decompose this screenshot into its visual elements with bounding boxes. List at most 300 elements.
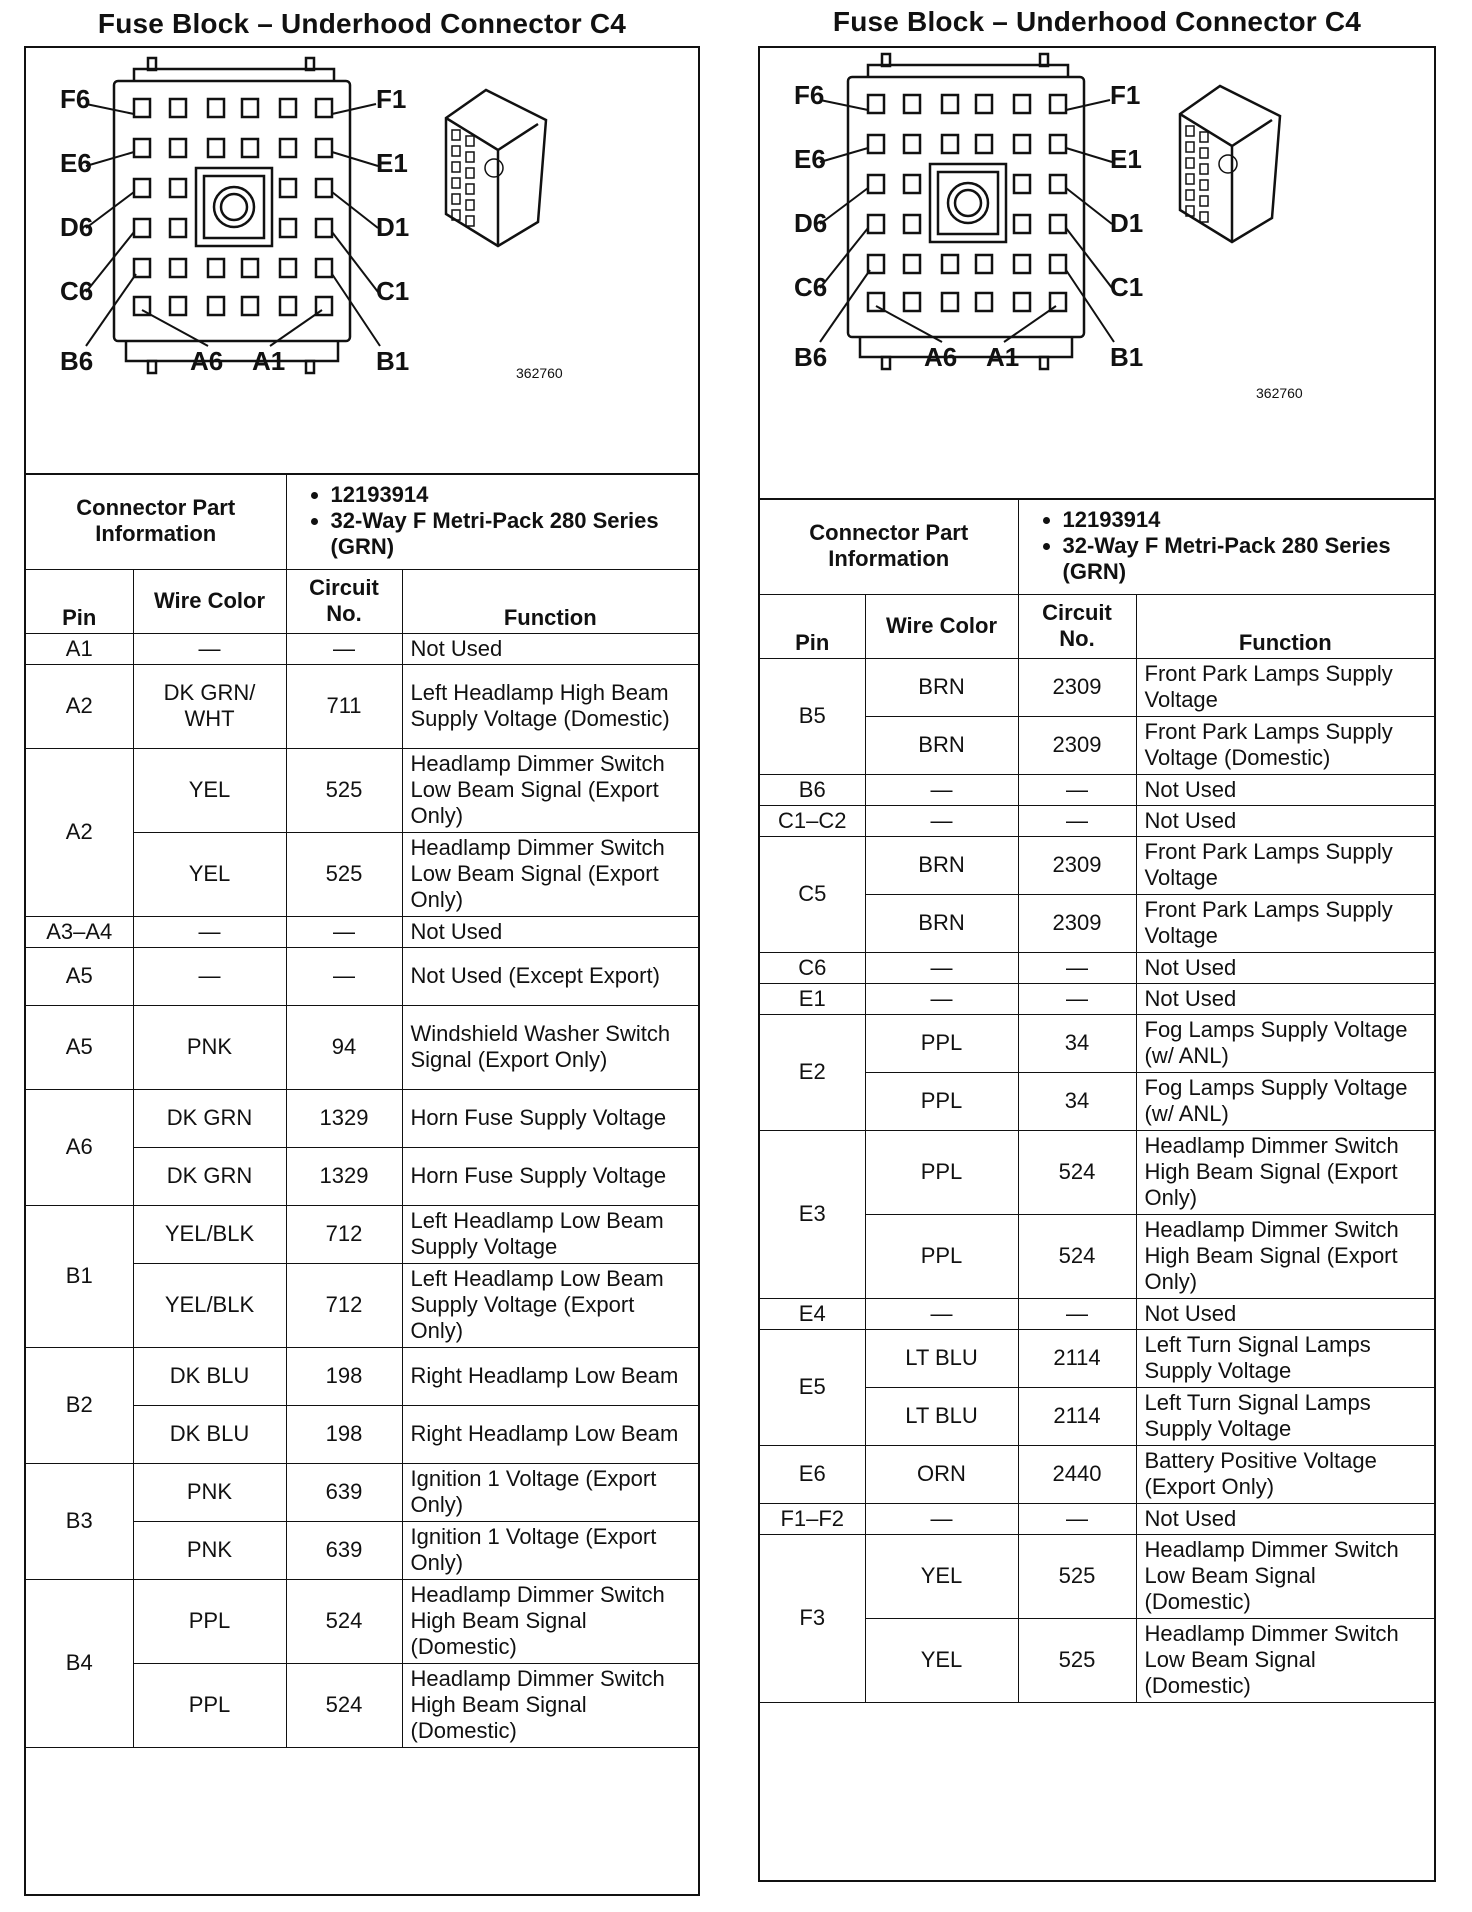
pin-cell: F3 — [760, 1534, 865, 1702]
part-ref-number: 362760 — [516, 365, 563, 381]
function-cell: Front Park Lamps Supply Voltage — [1136, 836, 1434, 894]
pin-cavity — [1050, 95, 1066, 113]
function-cell: Not Used — [1136, 1503, 1434, 1534]
function-cell: Horn Fuse Supply Voltage — [402, 1147, 698, 1205]
pin-label-e6: E6 — [794, 144, 826, 174]
function-cell: Left Headlamp Low Beam Supply Voltage — [402, 1205, 698, 1263]
pin-cavity — [280, 139, 296, 157]
pin-cavity — [868, 135, 884, 153]
pin-label-a6: A6 — [924, 342, 958, 372]
pin-cavity — [208, 139, 224, 157]
pin-label-f6: F6 — [60, 84, 91, 114]
pin-cell: B3 — [26, 1463, 133, 1579]
circuit-cell: 2309 — [1018, 658, 1136, 716]
wire-color-cell: YEL — [865, 1534, 1018, 1618]
pin-cavity — [1014, 215, 1030, 233]
function-cell: Not Used — [1136, 805, 1434, 836]
connector-3d-cavity — [466, 168, 474, 178]
pin-cavity — [316, 139, 332, 157]
left-info-item: • 12193914 — [331, 482, 693, 508]
table-row — [760, 1130, 1434, 1214]
right-panel — [758, 0, 1436, 1900]
circuit-cell: 524 — [286, 1579, 402, 1663]
wire-color-cell: ORN — [865, 1445, 1018, 1503]
housing-tab — [148, 361, 156, 373]
connector-3d-cavity — [466, 216, 474, 226]
pin-cavity — [208, 99, 224, 117]
connector-3d-cavity — [452, 146, 460, 156]
leader-line-f1 — [1066, 100, 1110, 110]
pin-cavity — [1014, 135, 1030, 153]
pin-cavity — [1050, 135, 1066, 153]
table-row — [26, 748, 698, 832]
pin-cell: E2 — [760, 1014, 865, 1130]
function-cell: Headlamp Dimmer Switch Low Beam Signal (Export Only) — [402, 832, 698, 916]
function-cell: Left Headlamp High Beam Supply Voltage (Domestic) — [402, 664, 698, 748]
pin-cavity — [1050, 175, 1066, 193]
table-row — [760, 952, 1434, 983]
right-pin-table — [760, 594, 1434, 1703]
left-pin-table — [26, 569, 698, 1748]
table-row — [760, 805, 1434, 836]
table-row — [760, 983, 1434, 1014]
col-circuit: Circuit No. — [286, 569, 402, 633]
circuit-cell: 1329 — [286, 1089, 402, 1147]
pin-cell: E1 — [760, 983, 865, 1014]
right-connector-svg — [760, 48, 1434, 498]
connector-3d-cavity — [1186, 126, 1194, 136]
right-info-label: Connector Part Information — [760, 498, 1018, 594]
table-row — [26, 1089, 698, 1147]
pin-label-a1: A1 — [986, 342, 1020, 372]
circuit-cell: 2114 — [1018, 1329, 1136, 1387]
wire-color-cell: PNK — [133, 1463, 286, 1521]
pin-cavity — [942, 255, 958, 273]
pin-cavity — [134, 139, 150, 157]
circuit-cell: 94 — [286, 1005, 402, 1089]
housing-tab — [1040, 357, 1048, 369]
pin-label-f6: F6 — [794, 80, 825, 110]
function-cell: Left Headlamp Low Beam Supply Voltage (Export Only) — [402, 1263, 698, 1347]
table-row — [760, 1503, 1434, 1534]
pin-cavity — [242, 99, 258, 117]
wire-color-cell: — — [865, 805, 1018, 836]
wire-color-cell: — — [133, 633, 286, 664]
function-cell: Horn Fuse Supply Voltage — [402, 1089, 698, 1147]
pin-cell: B1 — [26, 1205, 133, 1347]
housing-top-rail — [868, 65, 1068, 77]
left-info-items — [286, 473, 698, 569]
pin-label-b6: B6 — [60, 346, 94, 376]
housing-tab — [882, 357, 890, 369]
pin-cavity — [170, 139, 186, 157]
part-ref-number: 362760 — [1256, 385, 1303, 401]
pin-cavity — [134, 219, 150, 237]
pin-label-c1: C1 — [376, 276, 410, 306]
pin-cavity — [904, 135, 920, 153]
pin-cell: E3 — [760, 1130, 865, 1298]
function-cell: Not Used (Except Export) — [402, 947, 698, 1005]
connector-3d-cavity — [466, 152, 474, 162]
pin-cell: A2 — [26, 664, 133, 748]
circuit-cell: 2309 — [1018, 716, 1136, 774]
pin-label-f1: F1 — [1110, 80, 1141, 110]
pin-cell: A5 — [26, 947, 133, 1005]
circuit-cell: — — [1018, 1503, 1136, 1534]
pin-cavity — [170, 219, 186, 237]
wire-color-cell: YEL — [133, 832, 286, 916]
connector-3d-icon — [446, 90, 546, 246]
pin-label-e1: E1 — [1110, 144, 1142, 174]
pin-cell: B5 — [760, 658, 865, 774]
pin-cell: B4 — [26, 1579, 133, 1747]
table-row — [26, 1463, 698, 1521]
function-cell: Headlamp Dimmer Switch High Beam Signal (Export Only) — [1136, 1130, 1434, 1214]
connector-3d-cavity — [1200, 212, 1208, 222]
function-cell: Headlamp Dimmer Switch Low Beam Signal (Domestic) — [1136, 1534, 1434, 1618]
wire-color-cell: DK GRN — [133, 1147, 286, 1205]
circuit-cell: 524 — [286, 1663, 402, 1747]
wire-color-cell: DK BLU — [133, 1347, 286, 1405]
circuit-cell: 525 — [286, 748, 402, 832]
pin-label-f1: F1 — [376, 84, 407, 114]
leader-line-f6 — [820, 100, 868, 110]
col-function: Function — [402, 569, 698, 633]
left-connector-info — [26, 473, 698, 570]
pin-cavity — [904, 95, 920, 113]
wire-color-cell: — — [865, 983, 1018, 1014]
pin-cavity — [208, 259, 224, 277]
pin-label-c1: C1 — [1110, 272, 1144, 302]
connector-3d-icon — [1180, 86, 1280, 242]
wire-color-cell: BRN — [865, 836, 1018, 894]
connector-3d-cavity — [1186, 158, 1194, 168]
circuit-cell: — — [286, 947, 402, 1005]
connector-3d-cavity — [452, 162, 460, 172]
housing-bottom-rail — [126, 341, 338, 361]
pin-cavity — [242, 297, 258, 315]
circuit-cell: 198 — [286, 1347, 402, 1405]
wire-color-cell: LT BLU — [865, 1387, 1018, 1445]
pin-cell: A3–A4 — [26, 916, 133, 947]
wire-color-cell: YEL — [133, 748, 286, 832]
pin-cell: E6 — [760, 1445, 865, 1503]
function-cell: Windshield Washer Switch Signal (Export Only) — [402, 1005, 698, 1089]
leader-line-e1 — [332, 152, 378, 166]
connector-3d-cavity — [1200, 164, 1208, 174]
circuit-cell: — — [1018, 952, 1136, 983]
pin-cavity — [316, 219, 332, 237]
pin-cavity — [208, 297, 224, 315]
table-row — [26, 1579, 698, 1663]
col-pin: Pin — [26, 569, 133, 633]
pin-cavity — [976, 135, 992, 153]
center-post-inner-icon — [221, 194, 247, 220]
pin-cavity — [868, 95, 884, 113]
pin-label-b6: B6 — [794, 342, 828, 372]
function-cell: Headlamp Dimmer Switch High Beam Signal (Export Only) — [1136, 1214, 1434, 1298]
function-cell: Fog Lamps Supply Voltage (w/ ANL) — [1136, 1014, 1434, 1072]
table-row — [760, 1298, 1434, 1329]
table-row — [26, 947, 698, 1005]
right-box — [758, 46, 1436, 1882]
pin-label-e1: E1 — [376, 148, 408, 178]
table-row — [26, 664, 698, 748]
wire-color-cell: YEL — [865, 1618, 1018, 1702]
pin-cell: B6 — [760, 774, 865, 805]
wire-color-cell: YEL/BLK — [133, 1263, 286, 1347]
circuit-cell: 639 — [286, 1521, 402, 1579]
pin-cavity — [280, 99, 296, 117]
pin-label-e6: E6 — [60, 148, 92, 178]
pin-cavity — [170, 99, 186, 117]
pin-cell: A1 — [26, 633, 133, 664]
pin-cavity — [976, 293, 992, 311]
table-row — [760, 774, 1434, 805]
circuit-cell: 525 — [286, 832, 402, 916]
circuit-cell: 2309 — [1018, 836, 1136, 894]
pin-cavity — [280, 297, 296, 315]
function-cell: Not Used — [402, 633, 698, 664]
function-cell: Not Used — [1136, 774, 1434, 805]
function-cell: Left Turn Signal Lamps Supply Voltage — [1136, 1387, 1434, 1445]
pin-cavity — [868, 215, 884, 233]
function-cell: Headlamp Dimmer Switch Low Beam Signal (Export Only) — [402, 748, 698, 832]
pin-cell: C6 — [760, 952, 865, 983]
center-post-inner-icon — [955, 190, 981, 216]
function-cell: Fog Lamps Supply Voltage (w/ ANL) — [1136, 1072, 1434, 1130]
connector-3d-cavity — [1186, 174, 1194, 184]
pin-cavity — [904, 215, 920, 233]
pin-cavity — [1014, 293, 1030, 311]
function-cell: Headlamp Dimmer Switch High Beam Signal (Domestic) — [402, 1663, 698, 1747]
table-row — [26, 1005, 698, 1089]
right-connector-info — [760, 498, 1434, 595]
right-title: Fuse Block – Underhood Connector C4 — [832, 6, 1362, 37]
housing-bottom-rail — [860, 337, 1072, 357]
pin-label-d1: D1 — [1110, 208, 1144, 238]
pin-cavity — [280, 179, 296, 197]
circuit-cell: 639 — [286, 1463, 402, 1521]
leader-line-e6 — [820, 148, 868, 162]
function-cell: Battery Positive Voltage (Export Only) — [1136, 1445, 1434, 1503]
pin-label-a6: A6 — [190, 346, 224, 376]
pin-cavity — [942, 95, 958, 113]
left-box — [24, 46, 700, 1896]
wire-color-cell: BRN — [865, 716, 1018, 774]
circuit-cell: 2440 — [1018, 1445, 1136, 1503]
wire-color-cell: — — [865, 1298, 1018, 1329]
pin-cell: C5 — [760, 836, 865, 952]
leader-line-d1 — [332, 192, 378, 228]
pin-cavity — [280, 219, 296, 237]
function-cell: Front Park Lamps Supply Voltage — [1136, 894, 1434, 952]
pin-cavity — [1014, 255, 1030, 273]
table-row — [760, 836, 1434, 894]
wire-color-cell: PNK — [133, 1521, 286, 1579]
wire-color-cell: DK GRN — [133, 1089, 286, 1147]
pin-cavity — [280, 259, 296, 277]
col-pin: Pin — [760, 594, 865, 658]
circuit-cell: — — [1018, 983, 1136, 1014]
leader-line-f6 — [86, 104, 134, 114]
wire-color-cell: — — [865, 952, 1018, 983]
pin-cell: A2 — [26, 748, 133, 916]
circuit-cell: 712 — [286, 1205, 402, 1263]
pin-cavity — [904, 255, 920, 273]
pin-cavity — [170, 297, 186, 315]
pin-cell: A5 — [26, 1005, 133, 1089]
leader-line-e1 — [1066, 148, 1112, 162]
wire-color-cell: PPL — [133, 1579, 286, 1663]
left-info-item: • 32-Way F Metri-Pack 280 Series (GRN) — [331, 508, 693, 560]
connector-3d-cavity — [452, 194, 460, 204]
connector-3d-cavity — [466, 200, 474, 210]
connector-3d-cavity — [1186, 142, 1194, 152]
circuit-cell: 198 — [286, 1405, 402, 1463]
pin-cavity — [976, 255, 992, 273]
pin-cavity — [1014, 175, 1030, 193]
wire-color-cell: LT BLU — [865, 1329, 1018, 1387]
left-connector-diagram — [26, 48, 698, 475]
left-connector-svg — [26, 48, 698, 473]
table-row — [26, 633, 698, 664]
pin-cell: E5 — [760, 1329, 865, 1445]
right-info-item: • 32-Way F Metri-Pack 280 Series (GRN) — [1063, 533, 1429, 585]
right-info-item: • 12193914 — [1063, 507, 1429, 533]
wire-color-cell: DK GRN/ WHT — [133, 664, 286, 748]
function-cell: Headlamp Dimmer Switch Low Beam Signal (Domestic) — [1136, 1618, 1434, 1702]
circuit-cell: — — [1018, 1298, 1136, 1329]
connector-3d-cavity — [1200, 180, 1208, 190]
wire-color-cell: PPL — [865, 1014, 1018, 1072]
circuit-cell: 524 — [1018, 1214, 1136, 1298]
wire-color-cell: PPL — [865, 1072, 1018, 1130]
leader-line-b6 — [86, 274, 136, 346]
housing-tab — [306, 361, 314, 373]
function-cell: Ignition 1 Voltage (Export Only) — [402, 1463, 698, 1521]
wire-color-cell: BRN — [865, 894, 1018, 952]
col-wire-color: Wire Color — [865, 594, 1018, 658]
circuit-cell: 711 — [286, 664, 402, 748]
pin-label-c6: C6 — [60, 276, 94, 306]
function-cell: Ignition 1 Voltage (Export Only) — [402, 1521, 698, 1579]
wire-color-cell: — — [133, 947, 286, 1005]
pin-cell: E4 — [760, 1298, 865, 1329]
circuit-cell: 712 — [286, 1263, 402, 1347]
function-cell: Right Headlamp Low Beam — [402, 1405, 698, 1463]
pin-cavity — [170, 259, 186, 277]
connector-3d-cavity — [1200, 196, 1208, 206]
pin-cavity — [976, 95, 992, 113]
center-latch — [930, 164, 1006, 242]
pin-cavity — [170, 179, 186, 197]
pin-cell: A6 — [26, 1089, 133, 1205]
pin-cavity — [904, 175, 920, 193]
function-cell: Not Used — [402, 916, 698, 947]
housing-top-rail — [134, 69, 334, 81]
wire-color-cell: PNK — [133, 1005, 286, 1089]
connector-3d-cavity — [452, 178, 460, 188]
pin-label-b1: B1 — [1110, 342, 1144, 372]
pin-cavity — [942, 293, 958, 311]
col-wire-color: Wire Color — [133, 569, 286, 633]
pin-cavity — [868, 175, 884, 193]
function-cell: Not Used — [1136, 983, 1434, 1014]
circuit-cell: 525 — [1018, 1618, 1136, 1702]
pin-cavity — [1050, 215, 1066, 233]
circuit-cell: — — [286, 916, 402, 947]
function-cell: Front Park Lamps Supply Voltage (Domestic) — [1136, 716, 1434, 774]
left-info-label: Connector Part Information — [26, 473, 286, 569]
wire-color-cell: BRN — [865, 658, 1018, 716]
right-connector-diagram — [760, 48, 1434, 500]
wire-color-cell: — — [865, 1503, 1018, 1534]
circuit-cell: — — [1018, 774, 1136, 805]
pin-label-a1: A1 — [252, 346, 286, 376]
connector-3d-post-icon — [1219, 155, 1237, 173]
connector-3d-cavity — [1200, 132, 1208, 142]
pin-label-d1: D1 — [376, 212, 410, 242]
wire-color-cell: PPL — [133, 1663, 286, 1747]
pin-cavity — [134, 99, 150, 117]
leader-line-f1 — [332, 104, 376, 114]
circuit-cell: 525 — [1018, 1534, 1136, 1618]
pin-cell: F1–F2 — [760, 1503, 865, 1534]
pin-cell: B2 — [26, 1347, 133, 1463]
function-cell: Not Used — [1136, 1298, 1434, 1329]
connector-3d-post-icon — [485, 159, 503, 177]
connector-3d-cavity — [1200, 148, 1208, 158]
wire-color-cell: DK BLU — [133, 1405, 286, 1463]
pin-cavity — [316, 179, 332, 197]
table-row — [760, 1329, 1434, 1387]
table-row — [760, 1014, 1434, 1072]
pin-cavity — [316, 99, 332, 117]
wire-color-cell: YEL/BLK — [133, 1205, 286, 1263]
circuit-cell: — — [286, 633, 402, 664]
col-function: Function — [1136, 594, 1434, 658]
wire-color-cell: — — [133, 916, 286, 947]
table-row — [26, 1347, 698, 1405]
leader-line-d1 — [1066, 188, 1112, 224]
table-row — [760, 1445, 1434, 1503]
pin-cavity — [134, 179, 150, 197]
circuit-cell: 2114 — [1018, 1387, 1136, 1445]
circuit-cell: 524 — [1018, 1130, 1136, 1214]
pin-cavity — [904, 293, 920, 311]
pin-cavity — [242, 259, 258, 277]
circuit-cell: 1329 — [286, 1147, 402, 1205]
pin-label-b1: B1 — [376, 346, 410, 376]
function-cell: Left Turn Signal Lamps Supply Voltage — [1136, 1329, 1434, 1387]
table-row — [760, 1534, 1434, 1618]
right-info-items — [1018, 498, 1434, 594]
connector-3d-cavity — [452, 130, 460, 140]
wire-color-cell: PPL — [865, 1214, 1018, 1298]
function-cell: Not Used — [1136, 952, 1434, 983]
pin-label-d6: D6 — [60, 212, 94, 242]
leader-line-b6 — [820, 270, 870, 342]
pin-cavity — [242, 139, 258, 157]
table-row — [26, 916, 698, 947]
col-circuit: Circuit No. — [1018, 594, 1136, 658]
table-row — [26, 1205, 698, 1263]
wire-color-cell: — — [865, 774, 1018, 805]
wire-color-cell: PPL — [865, 1130, 1018, 1214]
connector-3d-cavity — [466, 136, 474, 146]
function-cell: Right Headlamp Low Beam — [402, 1347, 698, 1405]
